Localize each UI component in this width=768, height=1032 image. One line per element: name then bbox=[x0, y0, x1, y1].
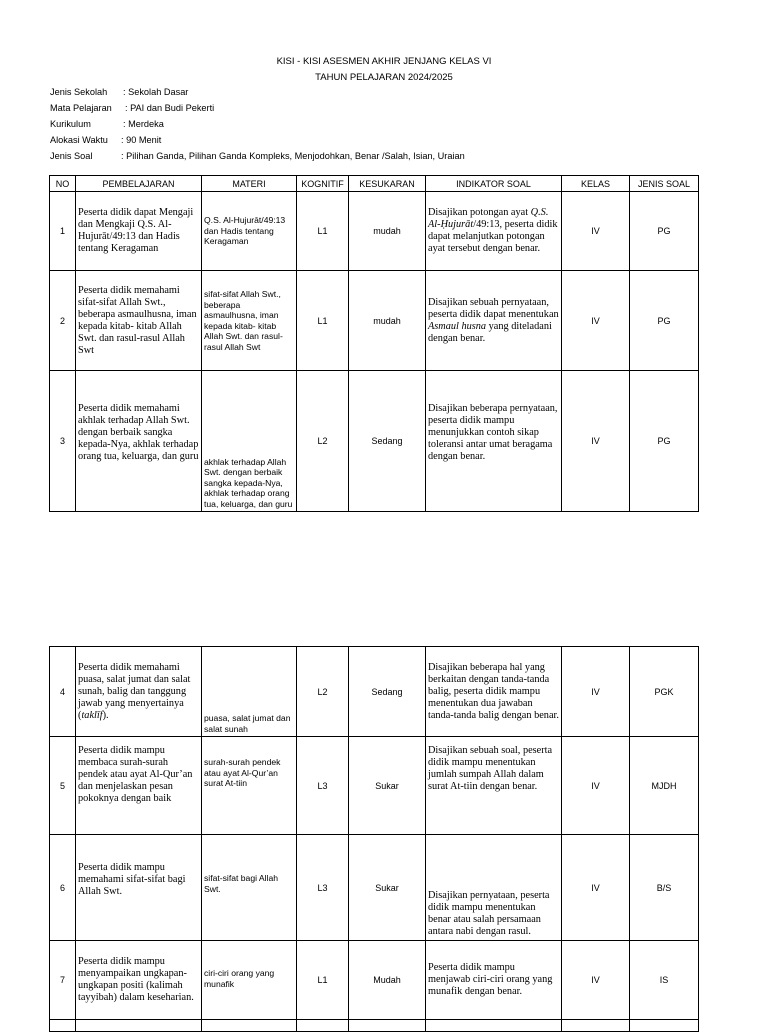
cell-kesukaran: Sukar bbox=[349, 835, 426, 941]
meta-value: : Pilihan Ganda, Pilihan Ganda Kompleks, Menjodohkan, Benar /Salah, Isian, Uraian bbox=[121, 151, 465, 161]
col-header-indikator: INDIKATOR SOAL bbox=[426, 176, 562, 192]
cell-kognitif: L1 bbox=[297, 271, 349, 371]
cell-indikator: Disajikan sebuah soal, peserta didik mampu menentukan jumlah sumpah Allah dalam surat At-tiin dengan benar. bbox=[426, 737, 562, 835]
cell-kognitif: L2 bbox=[297, 647, 349, 737]
cell-pembelajaran: Peserta didik memahami akhlak terhadap Allah Swt. dengan berbaik sangka kepada-Nya, akhlak terhadap orang tua, keluarga, dan guru bbox=[76, 371, 202, 512]
cell-no: 4 bbox=[50, 647, 76, 737]
cell-jenis-soal: PG bbox=[630, 271, 699, 371]
cell-no: 6 bbox=[50, 835, 76, 941]
cell-indikator: Disajikan pernyataan, peserta didik mampu menentukan benar atau salah persamaan antara nabi dengan rasul. bbox=[426, 835, 562, 941]
cell-materi: puasa, salat jumat dan salat sunah bbox=[202, 647, 297, 737]
cell-pembelajaran: Peserta didik mampu memahami sifat-sifat bagi Allah Swt. bbox=[76, 835, 202, 941]
meta-label: Alokasi Waktu bbox=[50, 135, 108, 145]
col-header-materi: MATERI bbox=[202, 176, 297, 192]
col-header-kognitif: KOGNITIF bbox=[297, 176, 349, 192]
col-header-kelas: KELAS bbox=[562, 176, 630, 192]
cell-pembelajaran: Peserta didik mampu membaca surah-surah pendek atau ayat Al-Qur’an dan menjelaskan pesan pokoknya dengan baik bbox=[76, 737, 202, 835]
cell-materi: sifat-sifat bagi Allah Swt. bbox=[202, 835, 297, 941]
cell-indikator: Disajikan sebuah pernyataan, peserta didik dapat menentukan Asmaul husna yang diteladani dengan benar. bbox=[426, 271, 562, 371]
cell-jenis-soal: PG bbox=[630, 371, 699, 512]
cell-kelas: IV bbox=[562, 737, 630, 835]
cell-materi: surah-surah pendek atau ayat Al-Qur’an surat At-tiin bbox=[202, 737, 297, 835]
col-header-no: NO bbox=[50, 176, 76, 192]
cell-kelas: IV bbox=[562, 647, 630, 737]
cell-kognitif: L2 bbox=[297, 371, 349, 512]
cell-no: 1 bbox=[50, 192, 76, 271]
meta-row bbox=[50, 100, 465, 116]
meta-row bbox=[50, 148, 465, 164]
cell-jenis-soal: B/S bbox=[630, 835, 699, 941]
cell-kesukaran: mudah bbox=[349, 192, 426, 271]
document-meta bbox=[50, 84, 465, 164]
table-row bbox=[50, 192, 699, 271]
cell-jenis-soal: PG bbox=[630, 192, 699, 271]
meta-value: : Sekolah Dasar bbox=[123, 87, 189, 97]
cell-no: 2 bbox=[50, 271, 76, 371]
table-row-partial bbox=[50, 1020, 699, 1032]
meta-row bbox=[50, 132, 465, 148]
cell-materi: Q.S. Al-Hujurāt/49:13 dan Hadis tentang Keragaman bbox=[202, 192, 297, 271]
meta-row bbox=[50, 84, 465, 100]
cell-kognitif: L3 bbox=[297, 835, 349, 941]
cell-pembelajaran: Peserta didik memahami sifat-sifat Allah Swt., beberapa asmaulhusna, iman kepada kitab- kitab Allah Swt. dan rasul-rasul Allah Swt bbox=[76, 271, 202, 371]
table-row bbox=[50, 647, 699, 737]
table-row bbox=[50, 271, 699, 371]
cell-no: 7 bbox=[50, 941, 76, 1020]
table-row bbox=[50, 371, 699, 512]
kisi-table-page-2 bbox=[49, 646, 699, 1032]
col-header-pembelajaran: PEMBELAJARAN bbox=[76, 176, 202, 192]
cell-indikator: Disajikan potongan ayat Q.S. Al-Ḥujurāt/49:13, peserta didik dapat melanjutkan potongan ayat tersebut dengan benar. bbox=[426, 192, 562, 271]
cell-jenis-soal: MJDH bbox=[630, 737, 699, 835]
cell-kelas: IV bbox=[562, 271, 630, 371]
meta-row bbox=[50, 116, 465, 132]
cell-pembelajaran: Peserta didik dapat Mengaji dan Mengkaji Q.S. Al-Hujurāt/49:13 dan Hadis tentang Keragaman bbox=[76, 192, 202, 271]
cell-no: 5 bbox=[50, 737, 76, 835]
document-subtitle: TAHUN PELAJARAN 2024/2025 bbox=[315, 72, 453, 83]
table-row bbox=[50, 737, 699, 835]
cell-materi: sifat-sifat Allah Swt., beberapa asmaulhusna, iman kepada kitab- kitab Allah Swt. dan rasul-rasul Allah Swt bbox=[202, 271, 297, 371]
cell-kesukaran: Sukar bbox=[349, 737, 426, 835]
cell-indikator: Peserta didik mampu menjawab ciri-ciri orang yang munafik dengan benar. bbox=[426, 941, 562, 1020]
meta-label: Kurikulum bbox=[50, 119, 91, 129]
cell-materi: akhlak terhadap Allah Swt. dengan berbaik sangka kepada-Nya, akhlak terhadap orang tua, keluarga, dan guru bbox=[202, 371, 297, 512]
cell-kelas: IV bbox=[562, 192, 630, 271]
kisi-table-page-1 bbox=[49, 175, 699, 512]
col-header-kesukaran: KESUKARAN bbox=[349, 176, 426, 192]
cell-pembelajaran: Peserta didik memahami puasa, salat jumat dan salat sunah, balig dan tanggung jawab yang menyertainya (taklīf). bbox=[76, 647, 202, 737]
cell-kesukaran: Mudah bbox=[349, 941, 426, 1020]
cell-kognitif: L3 bbox=[297, 737, 349, 835]
document-title: KISI - KISI ASESMEN AKHIR JENJANG KELAS VI bbox=[276, 56, 492, 67]
cell-kesukaran: mudah bbox=[349, 271, 426, 371]
cell-jenis-soal: IS bbox=[630, 941, 699, 1020]
meta-value: : Merdeka bbox=[123, 119, 164, 129]
cell-jenis-soal: PGK bbox=[630, 647, 699, 737]
cell-pembelajaran: Peserta didik mampu menyampaikan ungkapan-ungkapan positi (kalimah tayyibah) dalam keseharian. bbox=[76, 941, 202, 1020]
cell-indikator: Disajikan beberapa pernyataan, peserta didik mampu menunjukkan contoh sikap toleransi antar umat beragama dengan benar. bbox=[426, 371, 562, 512]
cell-materi: ciri-ciri orang yang munafik bbox=[202, 941, 297, 1020]
cell-kelas: IV bbox=[562, 941, 630, 1020]
meta-label: Jenis Sekolah bbox=[50, 87, 108, 97]
cell-kelas: IV bbox=[562, 371, 630, 512]
cell-kelas: IV bbox=[562, 835, 630, 941]
cell-no: 3 bbox=[50, 371, 76, 512]
cell-kesukaran: Sedang bbox=[349, 371, 426, 512]
meta-label: Jenis Soal bbox=[50, 151, 93, 161]
table-header-row bbox=[50, 176, 699, 192]
cell-kognitif: L1 bbox=[297, 192, 349, 271]
cell-kognitif: L1 bbox=[297, 941, 349, 1020]
table-row bbox=[50, 835, 699, 941]
meta-value: : PAI dan Budi Pekerti bbox=[125, 103, 215, 113]
meta-value: : 90 Menit bbox=[121, 135, 162, 145]
cell-kesukaran: Sedang bbox=[349, 647, 426, 737]
table-row bbox=[50, 941, 699, 1020]
cell-indikator: Disajikan beberapa hal yang berkaitan dengan tanda-tanda balig, peserta didik mampu menentukan dua jawaban tanda-tanda balig dengan benar. bbox=[426, 647, 562, 737]
col-header-jenis: JENIS SOAL bbox=[630, 176, 699, 192]
meta-label: Mata Pelajaran bbox=[50, 103, 112, 113]
